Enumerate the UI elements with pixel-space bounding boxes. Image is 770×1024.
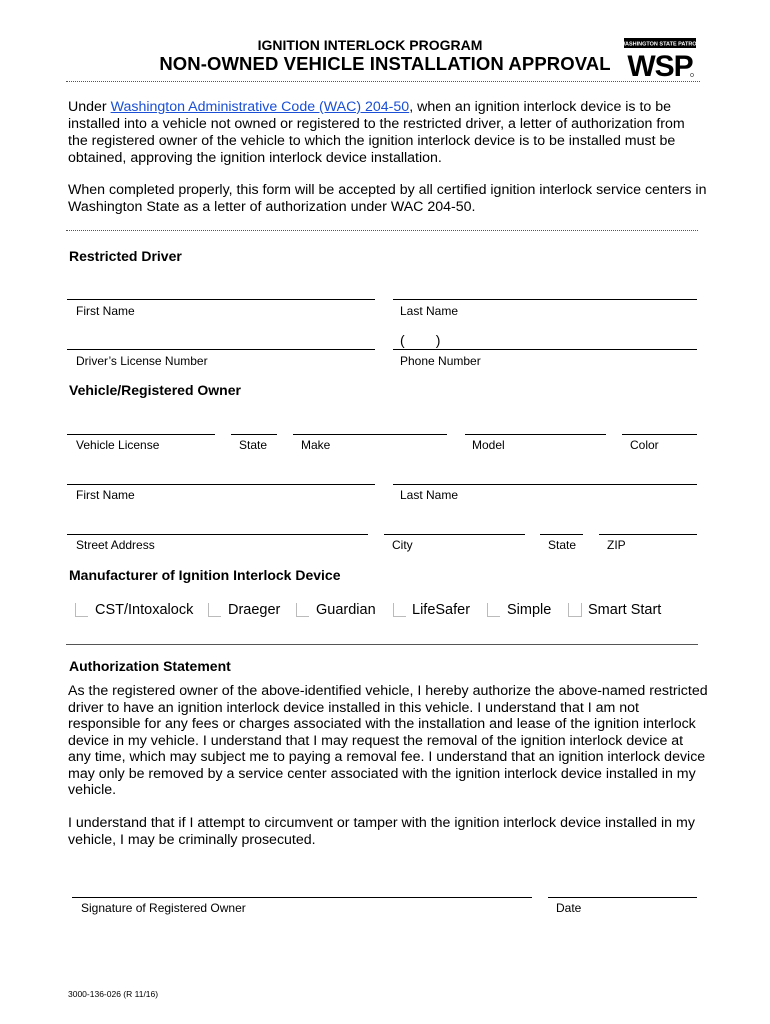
simple-label: Simple — [507, 602, 552, 618]
rd-last-name-field[interactable] — [393, 299, 697, 300]
date-field[interactable] — [548, 897, 697, 898]
rd-phone-label: Phone Number — [400, 354, 481, 368]
lifesafer-label: LifeSafer — [412, 602, 471, 618]
owner-street-label: Street Address — [76, 538, 155, 552]
owner-first-name-field[interactable] — [67, 484, 375, 485]
restricted-driver-heading: Restricted Driver — [69, 248, 182, 264]
header-divider — [66, 81, 700, 82]
vehicle-make-field[interactable] — [293, 434, 447, 435]
intro-divider — [66, 230, 698, 231]
owner-zip-field[interactable] — [599, 534, 697, 535]
rd-last-name-label: Last Name — [400, 304, 459, 318]
draeger-label: Draeger — [228, 602, 281, 618]
cst-intoxalock-checkbox[interactable] — [75, 603, 88, 617]
owner-zip-label: ZIP — [607, 538, 626, 552]
rd-license-label: Driver’s License Number — [76, 354, 208, 368]
intro-paragraph-1 — [68, 99, 708, 167]
cst-intoxalock-label: CST/Intoxalock — [95, 602, 194, 618]
owner-signature-field[interactable] — [72, 897, 532, 898]
draeger-checkbox[interactable] — [208, 603, 221, 617]
owner-city-label: City — [392, 538, 413, 552]
owner-state-label: State — [548, 538, 577, 552]
wac-link[interactable]: Washington Administrative Code (WAC) 204-50 — [110, 99, 410, 115]
owner-state-field[interactable] — [540, 534, 583, 535]
vehicle-color-label: Color — [630, 438, 659, 452]
svg-text:WASHINGTON STATE PATROL: WASHINGTON STATE PATROL — [624, 41, 696, 48]
owner-signature-label: Signature of Registered Owner — [81, 901, 246, 915]
authorization-paragraph-2: I understand that if I attempt to circumvent or tamper with the ignition interlock device installed in my vehicle, I may be criminally prosecuted. — [68, 815, 695, 848]
intro-paragraph-2: When completed properly, this form will be accepted by all certified ignition interlock service centers in Washington State as a letter of authorization under WAC 204-50. — [68, 182, 707, 215]
manufacturer-divider — [66, 644, 698, 645]
smart-start-label: Smart Start — [588, 602, 662, 618]
form-number: 3000-136-026 (R 11/16) — [68, 989, 159, 999]
program-title: IGNITION INTERLOCK PROGRAM — [257, 37, 483, 53]
rd-first-name-field[interactable] — [67, 299, 375, 300]
lifesafer-checkbox[interactable] — [393, 603, 406, 617]
rd-license-field[interactable] — [67, 349, 375, 350]
vehicle-owner-heading: Vehicle/Registered Owner — [69, 382, 241, 398]
authorization-paragraph-1: As the registered owner of the above-identified vehicle, I hereby authorize the above-named restricted driver to have an ignition interlock device installed in this vehicle. I understand that I am not responsible for any fees or charges associated with the installation and lease of the ignition interlock device in my vehicle. I understand that I may request the removal of the ignition interlock device at any time, which may subject me to paying a removal fee. I understand that an ignition interlock device may only be removed by a service center associated with the ignition interlock device installed in my vehicle. — [68, 683, 708, 798]
phone-parens: ( ) — [400, 332, 441, 348]
vehicle-model-label: Model — [472, 438, 505, 452]
wsp-logo — [624, 38, 696, 78]
rd-first-name-label: First Name — [76, 304, 135, 318]
page-title: NON-OWNED VEHICLE INSTALLATION APPROVAL — [159, 53, 611, 74]
svg-text:WSP: WSP — [627, 50, 693, 78]
vehicle-model-field[interactable] — [465, 434, 606, 435]
simple-checkbox[interactable] — [487, 603, 500, 617]
vehicle-state-label: State — [239, 438, 268, 452]
authorization-heading: Authorization Statement — [69, 658, 231, 674]
intro-text-before: Under — [68, 99, 111, 115]
smart-start-checkbox[interactable] — [568, 603, 582, 617]
intro-text-after: , when an ignition interlock device is to be installed into a vehicle not owned or registered to the restricted driver, a letter of authorization from the registered owner of the vehicle to which the ignition interlock device is to be installed must be obtained, approving the ignition interlock device installation. — [68, 99, 685, 166]
owner-street-field[interactable] — [67, 534, 368, 535]
vehicle-color-field[interactable] — [622, 434, 697, 435]
owner-last-name-label: Last Name — [400, 488, 459, 502]
owner-city-field[interactable] — [384, 534, 525, 535]
vehicle-license-label: Vehicle License — [76, 438, 160, 452]
owner-last-name-field[interactable] — [393, 484, 697, 485]
vehicle-make-label: Make — [301, 438, 331, 452]
owner-first-name-label: First Name — [76, 488, 135, 502]
date-label: Date — [556, 901, 582, 915]
vehicle-license-field[interactable] — [67, 434, 215, 435]
vehicle-state-field[interactable] — [231, 434, 277, 435]
guardian-checkbox[interactable] — [296, 603, 309, 617]
rd-phone-field[interactable] — [393, 349, 697, 350]
guardian-label: Guardian — [316, 602, 376, 618]
manufacturer-heading: Manufacturer of Ignition Interlock Device — [69, 567, 341, 583]
